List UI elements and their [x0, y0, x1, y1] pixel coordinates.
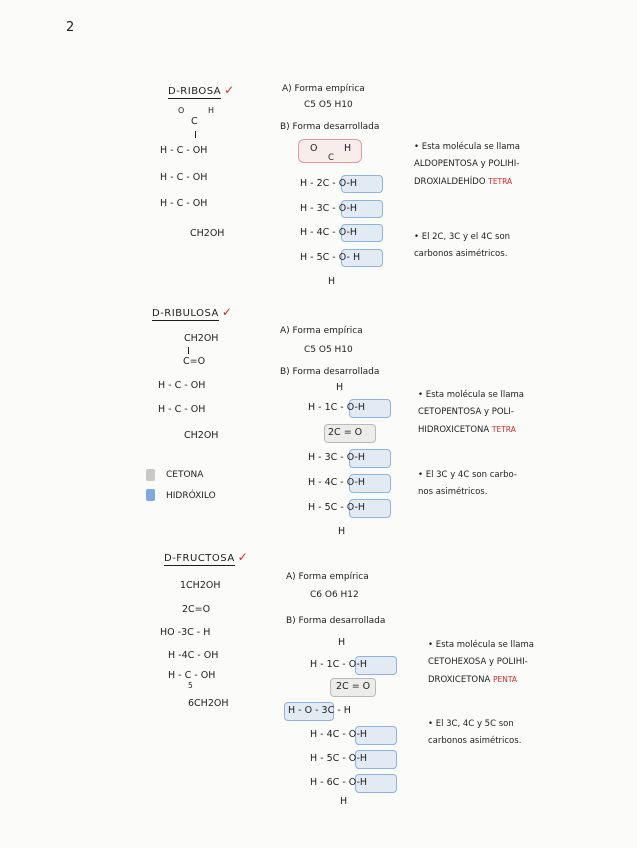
page-number: 2 [66, 20, 75, 35]
ribulosa-dev-bottom-h: H [338, 526, 346, 537]
ribulosa-dev-row-2: 2C = O [328, 427, 363, 438]
fructosa-c1: 1CH2OH [180, 580, 221, 591]
ribosa-row-2: H - C - OH [160, 145, 208, 156]
ribulosa-note-2: • El 3C y 4C son carbo- nos asimétricos. [418, 470, 517, 497]
ribosa-empirica-label: A) Forma empírica [282, 84, 365, 94]
ribosa-dev-row-3: H - 3C - O-H [300, 203, 358, 214]
fructosa-c2: 2C=O [182, 604, 211, 615]
ribosa-dev-row-5: H - 5C - O- H [300, 252, 361, 263]
legend-hydroxyl-label: HIDRÓXILO [166, 491, 216, 501]
legend-ketone-label: CETONA [166, 470, 204, 480]
ribosa-title: D-RIBOSA ✓ [168, 83, 235, 97]
fructosa-note-1: • Esta molécula se llama CETOHEXOSA y POLIHI- DROXICETONA PENTA [428, 640, 534, 685]
ribosa-ch2oh: CH2OH [190, 228, 225, 239]
fructosa-dev-bottom-h: H [340, 796, 348, 807]
fructosa-c5-index: 5 [188, 681, 193, 690]
ribosa-note-1: • Esta molécula se llama ALDOPENTOSA y POLIHI- DROXIALDEHÍDO TETRA [414, 142, 520, 187]
fructosa-dev-top-h: H [338, 637, 346, 648]
ribosa-dev-row-4: H - 4C - O-H [300, 227, 358, 238]
ribulosa-ch2oh-top: CH2OH [184, 333, 219, 344]
ribosa-row-4: H - C - OH [160, 198, 208, 209]
ribosa-note-2: • El 2C, 3C y el 4C son carbonos asimétricos. [414, 232, 511, 259]
hydroxyl-legend-swatch [146, 489, 155, 501]
ribulosa-dev-row-5: H - 5C - O-H [308, 502, 366, 513]
fructosa-title: D-FRUCTOSA ✓ [164, 550, 249, 564]
ribulosa-empirica-formula: C5 O5 H10 [304, 345, 353, 355]
ribulosa-dev-row-3: H - 3C - O-H [308, 452, 366, 463]
ribulosa-co: C=O [183, 356, 206, 367]
ribosa-dev-o: O [310, 143, 318, 154]
ribulosa-row-4: H - C - OH [158, 404, 206, 415]
ribosa-row-3: H - C - OH [160, 172, 208, 183]
ribulosa-dev-row-1: H - 1C - O-H [308, 402, 366, 413]
fructosa-dev-row-3: H - O - 3C - H [288, 705, 351, 716]
fructosa-dev-row-5: H - 5C - O-H [310, 753, 368, 764]
check-icon: ✓ [224, 83, 235, 97]
fructosa-empirica-formula: C6 O6 H12 [310, 590, 359, 600]
fructosa-dev-row-1: H - 1C - O-H [310, 659, 368, 670]
correction-text: TETRA [488, 177, 513, 186]
ribulosa-dev-top-h: H [336, 382, 344, 393]
fructosa-empirica-label: A) Forma empírica [286, 572, 369, 582]
ribosa-dev-h: H [344, 143, 352, 154]
ribosa-dev-c1: C [328, 153, 334, 163]
ribulosa-note-1: • Esta molécula se llama CETOPENTOSA y POLI- HIDROXICETONA TETRA [418, 390, 524, 435]
fructosa-note-2: • El 3C, 4C y 5C son carbonos asimétricos. [428, 719, 522, 746]
fructosa-c4: H -4C - OH [168, 650, 219, 661]
fructosa-dev-row-6: H - 6C - O-H [310, 777, 368, 788]
correction-text: TETRA [491, 425, 516, 434]
fructosa-dev-row-2: 2C = O [336, 681, 371, 692]
ribosa-aldehyde-o: O [178, 106, 185, 115]
ribosa-dev-row-2: H - 2C - O-H [300, 178, 358, 189]
ribosa-desarrollada-label: B) Forma desarrollada [280, 122, 380, 132]
ribulosa-ch2oh-bottom: CH2OH [184, 430, 219, 441]
fructosa-desarrollada-label: B) Forma desarrollada [286, 616, 386, 626]
check-icon: ✓ [221, 305, 233, 319]
ribulosa-title: D-RIBULOSA ✓ [152, 305, 233, 319]
fructosa-c3: HO -3C - H [160, 627, 211, 638]
ribulosa-dev-row-4: H - 4C - O-H [308, 477, 366, 488]
ribosa-empirica-formula: C5 O5 H10 [304, 100, 353, 110]
ribosa-aldehyde-h: H [208, 106, 215, 115]
ribulosa-row-3: H - C - OH [158, 380, 206, 391]
fructosa-c5: H - C - OH [168, 670, 216, 681]
ribulosa-empirica-label: A) Forma empírica [280, 326, 363, 336]
check-icon: ✓ [237, 550, 249, 564]
ribosa-c1: C [191, 116, 198, 127]
ribosa-dev-bottom-h: H [328, 276, 336, 287]
ketone-legend-swatch [146, 469, 155, 481]
correction-text: PENTA [493, 675, 518, 684]
ribulosa-desarrollada-label: B) Forma desarrollada [280, 367, 380, 377]
fructosa-dev-row-4: H - 4C - O-H [310, 729, 368, 740]
fructosa-c6: 6CH2OH [188, 698, 229, 709]
